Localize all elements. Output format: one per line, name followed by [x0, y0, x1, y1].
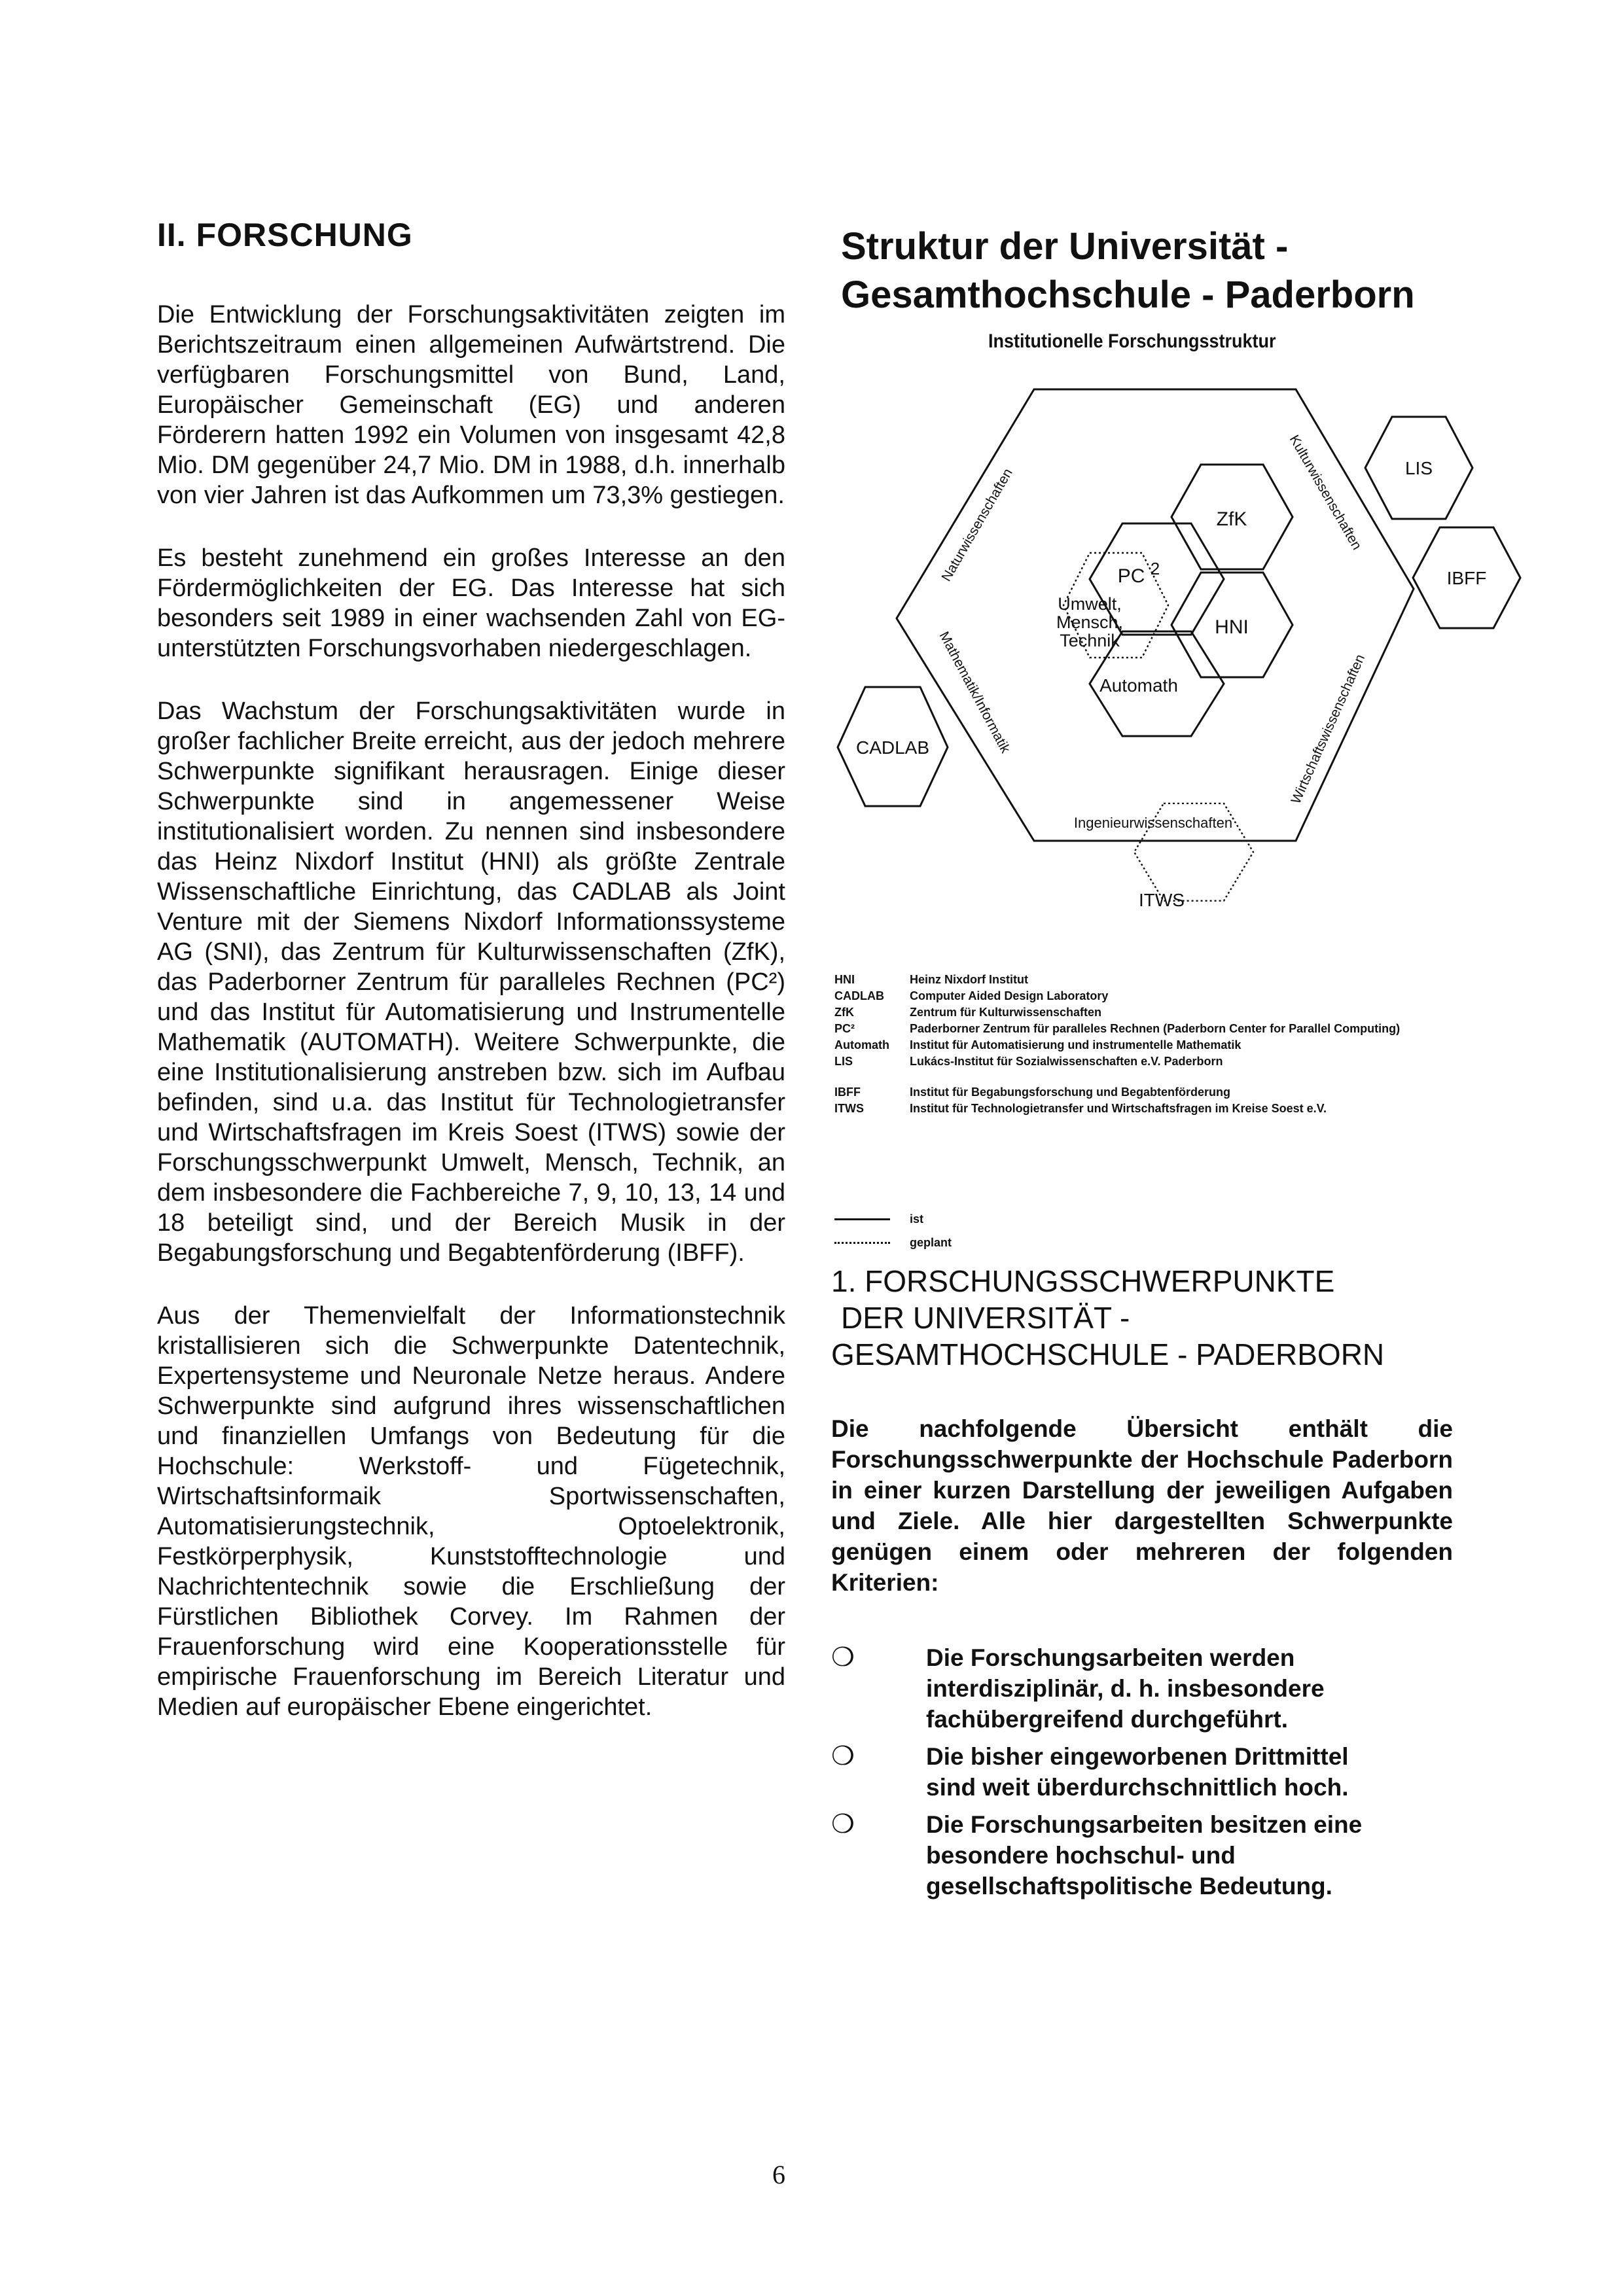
section-heading: 1. FORSCHUNGSSCHWERPUNKTE DER UNIVERSITÄT - GESAMTHOCHSCHULE - PADERBORN [831, 1264, 1385, 1371]
circle-bullet-icon: ❍ [831, 1742, 855, 1771]
automath-label: Automath [1099, 675, 1178, 696]
naturwissenschaften-label: Naturwissenschaften [938, 466, 1016, 584]
kulturwissenschaften-label: Kulturwissenschaften [1286, 433, 1365, 553]
circle-bullet-icon: ❍ [831, 1810, 855, 1839]
hni-label: HNI [1215, 616, 1249, 638]
legend-row: IBFF Institut für Begabungsforschung und Begabtenförderung [834, 1086, 1230, 1099]
pc2-label: PC 2 [1117, 559, 1160, 587]
diagram-legend [834, 972, 1489, 1117]
itws-label: ITWS [1139, 890, 1185, 910]
legend-row: Automath Institut für Automatisierung und instrumentelle Mathematik [834, 1038, 1242, 1051]
list-item: ❍ Die Forschungsarbeiten besitzen eine besondere hochschul- und gesellschaftspolitische Bedeutung. [831, 1809, 1486, 1901]
line-style-key [834, 1207, 952, 1254]
section-intro: Die nachfolgende Übersicht enthält die Forschungsschwerpunkte der Hochschule Paderborn in einer kurzen Darstellung der jeweiligen Aufgaben und Ziele. Alle hier dargestellten Schwerpunkte genügen einem oder mehreren der folgenden Kriterien: [831, 1415, 1453, 1596]
list-item: ❍ Die Forschungsarbeiten werden interdisziplinär, d. h. insbesondere fachübergreifend durchgeführt. [831, 1642, 1486, 1735]
umwelt-label-3: Technik [1060, 631, 1120, 650]
page-title: II. FORSCHUNG [157, 217, 413, 253]
legend-row: ITWS Institut für Technologietransfer und Wirtschaftsfragen im Kreise Soest e.V. [834, 1102, 1327, 1115]
left-column [157, 216, 785, 1748]
solid-line-sample [834, 1218, 890, 1220]
diagram-title-line-2: Gesamthochschule - Paderborn [841, 274, 1415, 316]
key-dotted: geplant [834, 1231, 952, 1254]
cadlab-label: CADLAB [855, 737, 930, 758]
paragraph-2: Es besteht zunehmend ein großes Interesse an den Fördermöglichkeiten der EG. Das Interesse hat sich besonders seit 1989 in einer wachsenden Zahl von EG-unterstützten Forschungsvorhaben niedergeschlagen. [157, 544, 785, 662]
page-number: 6 [772, 2160, 785, 2189]
wirtschaftswissenschaften-label: Wirtschaftswissenschaften [1288, 652, 1368, 807]
diagram-title-line-1: Struktur der Universität - [841, 225, 1289, 268]
zfk-label: ZfK [1216, 508, 1247, 530]
faculty-hexagon [897, 389, 1414, 841]
dotted-line-sample [834, 1242, 890, 1244]
paragraph-4: Aus der Themenvielfalt der Informationstechnik kristallisieren sich die Schwerpunkte Datentechnik, Expertensysteme und Neuronale Netze heraus. Andere Schwerpunkte sind aufgrund ihres wissenschaftlichen und finanziellen Umfangs von Bedeutung für die Hochschule: Werkstoff- und Fügetechnik, Wirtschaftsinformaik Sportwissenschaften, Automatisierungstechnik, Optoelektronik, Festkörperphysik, Kunststofftechnologie und Nachrichtentechnik sowie die Erschließung der Fürstlichen Bibliothek Corvey. Im Rahmen der Frauenforschung wird eine Kooperationsstelle für empirische Frauenforschung im Bereich Literatur und Medien auf europäischer Ebene eingerichtet. [157, 1302, 785, 1721]
legend-row: LIS Lukács-Institut für Sozialwissenschaften e.V. Paderborn [834, 1055, 1223, 1068]
legend-row: HNI Heinz Nixdorf Institut [834, 973, 1028, 986]
key-solid: ist [834, 1207, 952, 1231]
paragraph-3: Das Wachstum der Forschungsaktivitäten wurde in großer fachlicher Breite erreicht, aus der jedoch mehrere Schwerpunkte signifikant herausragen. Einige dieser Schwerpunkte sind in angemessener Weise institutionalisiert worden. Zu nennen sind insbesondere das Heinz Nixdorf Institut (HNI) als größte Zentrale Wissenschaftliche Einrichtung, das CADLAB als Joint Venture mit der Siemens Nixdorf Informationssysteme AG (SNI), das Zentrum für Kulturwissenschaften (ZfK), das Paderborner Zentrum für paralleles Rechnen (PC²) und das Institut für Automatisierung und Instrumentelle Mathematik (AUTOMATH). Weitere Schwerpunkte, die eine Institutionalisierung anstreben bzw. sich im Aufbau befinden, sind u.a. das Institut für Technologietransfer und Wirtschaftsfragen im Kreis Soest (ITWS) sowie der Forschungsschwerpunkt Umwelt, Mensch, Technik, an dem insbesondere die Fachbereiche 7, 9, 10, 13, 14 und 18 beteiligt sind, und der Bereich Musik in der Begabungsforschung und Begabtenförderung (IBFF). [157, 698, 785, 1267]
umwelt-label-2: Mensch, [1056, 612, 1124, 632]
criteria-list [831, 1642, 1486, 1908]
lis-label: LIS [1404, 458, 1433, 478]
ingenieurwissenschaften-label: Ingenieurwissenschaften [1073, 815, 1233, 831]
mathematik-informatik-label: Mathematik/Informatik [936, 629, 1013, 756]
paragraph-1: Die Entwicklung der Forschungsaktivitäten zeigten im Berichtszeitraum einen allgemeinen Aufwärtstrend. Die verfügbaren Forschungsmittel von Bund, Land, Europäischer Gemeinschaft (EG) und anderen Förderern hatten 1992 ein Volumen von insgesamt 42,8 Mio. DM gegenüber 24,7 Mio. DM in 1988, d.h. innerhalb von vier Jahren ist das Aufkommen um 73,3% gestiegen. [157, 301, 785, 509]
diagram-title [841, 222, 1495, 319]
diagram-subtitle: Institutionelle Forschungsstruktur [988, 330, 1276, 352]
ibff-label: IBFF [1446, 568, 1487, 588]
circle-bullet-icon: ❍ [831, 1643, 855, 1672]
list-item: ❍ Die bisher eingeworbenen Drittmittel sind weit überdurchschnittlich hoch. [831, 1741, 1486, 1803]
structure-diagram [831, 366, 1538, 955]
legend-row: ZfK Zentrum für Kulturwissenschaften [834, 1006, 1102, 1019]
legend-row: PC² Paderborner Zentrum für paralleles Rechnen (Paderborn Center for Parallel Computing) [834, 1022, 1401, 1035]
umwelt-label-1: Umwelt, [1058, 594, 1122, 614]
legend-row: CADLAB Computer Aided Design Laboratory [834, 989, 1109, 1002]
